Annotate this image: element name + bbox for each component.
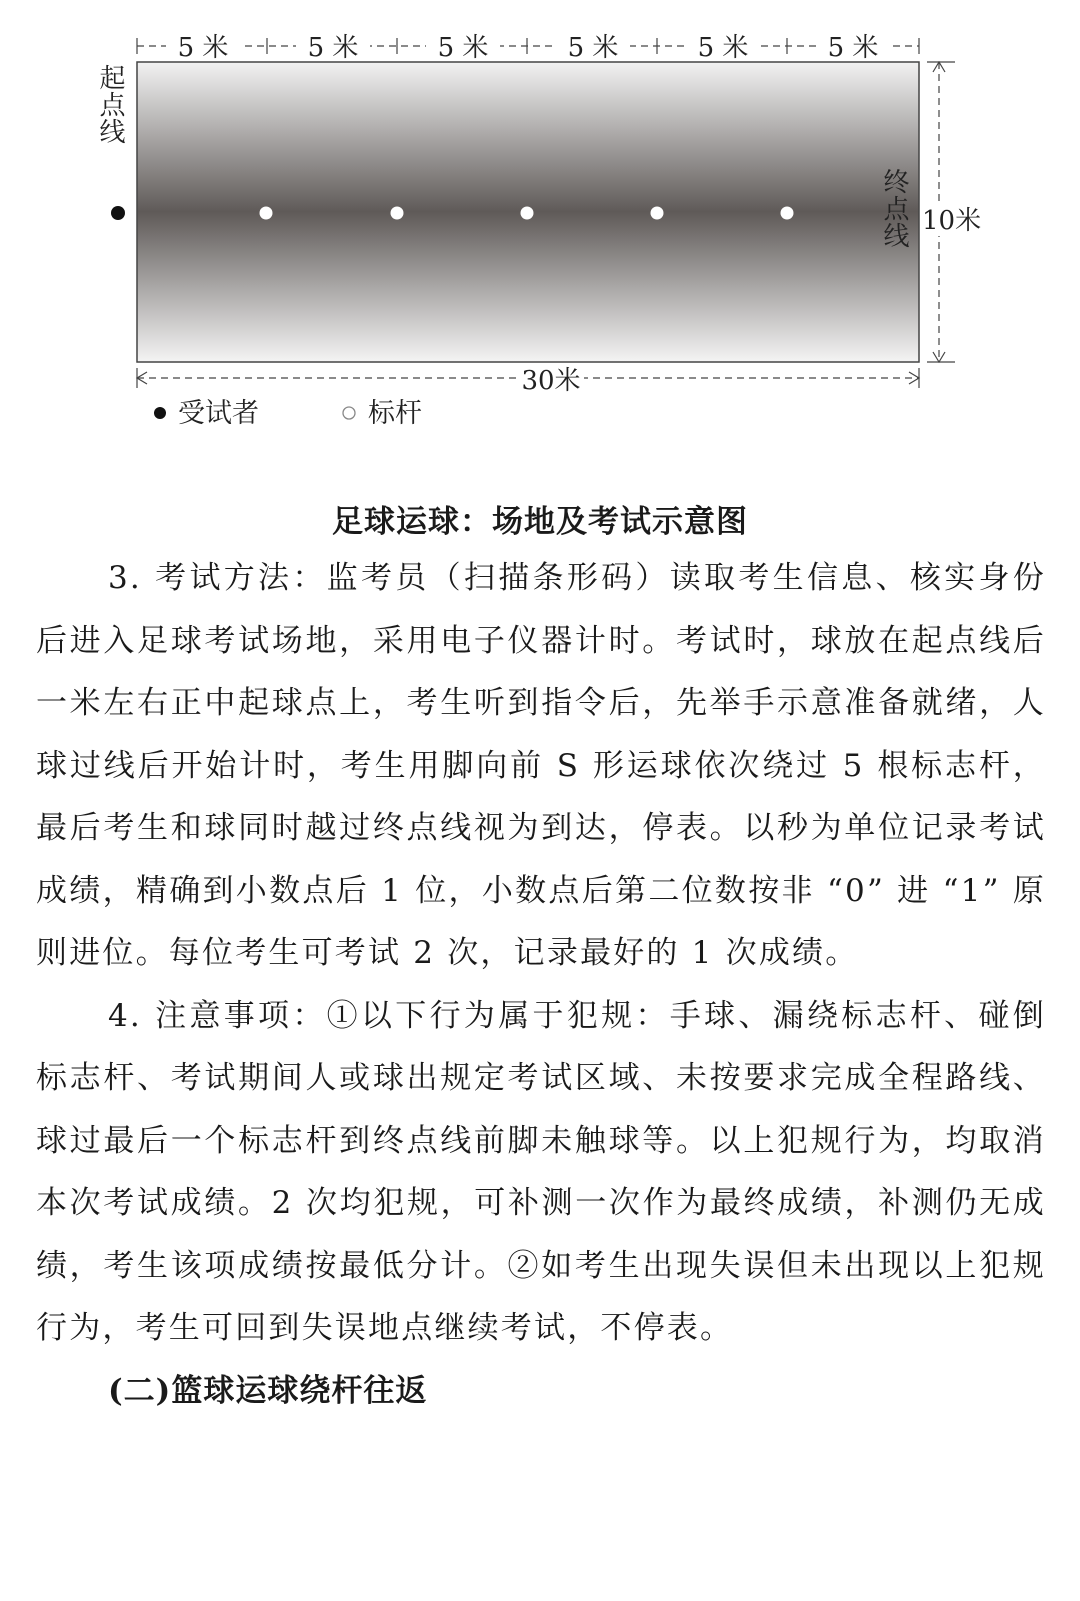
segment-label-5: 5 米 — [697, 33, 749, 63]
pole-marker-5 — [781, 207, 794, 220]
pole-marker-2 — [391, 207, 404, 220]
end-line-label: 终点线 — [879, 168, 909, 249]
examinee-marker — [111, 206, 125, 220]
document-body — [36, 547, 1046, 1422]
top-dimension — [137, 38, 919, 54]
field-diagram — [0, 0, 1080, 460]
segment-label-2: 5 米 — [307, 33, 359, 63]
segment-label-6: 5 米 — [827, 33, 879, 63]
legend-pole-icon — [343, 407, 355, 419]
pole-marker-4 — [651, 207, 664, 220]
exam-method-paragraph: 3. 考试方法：监考员（扫描条形码）读取考生信息、核实身份后进入足球考试场地，采用电子仪器计时。考试时，球放在起点线后一米左右正中起球点上，考生听到指令后，先举手示意准备就绪，人球过线后开始计时，考生用脚向前 S 形运球依次绕过 5 根标志杆，最后考生和球同时越过终点线视为到达，停表。以秒为单位记录考试成绩，精确到小数点后 1 位，小数点后第二位数按非 “0” 进 “1” 原则进位。每位考生可考试 2 次，记录最好的 1 次成绩。 — [36, 560, 1046, 971]
pole-marker-1 — [260, 207, 273, 220]
legend-examinee-icon — [154, 407, 166, 419]
segment-label-1: 5 米 — [177, 33, 229, 63]
diagram-caption: 足球运球：场地及考试示意图 — [332, 504, 748, 540]
legend-pole-label: 标杆 — [368, 398, 422, 429]
segment-label-4: 5 米 — [567, 33, 619, 63]
legend-examinee-label: 受试者 — [178, 398, 259, 429]
notes-paragraph: 4. 注意事项：①以下行为属于犯规：手球、漏绕标志杆、碰倒标志杆、考试期间人或球出规定考试区域、未按要求完成全程路线、球过最后一个标志杆到终点线前脚未触球等。以上犯规行为，均取消本次考试成绩。2 次均犯规，可补测一次作为最终成绩，补测仍无成绩，考生该项成绩按最低分计。②如考生出现失误但未出现以上犯规行为，考生可回到失误地点继续考试，不停表。 — [36, 997, 1046, 1346]
next-section-heading: (二)篮球运球绕杆往返 — [108, 1372, 428, 1409]
segment-label-3: 5 米 — [437, 33, 489, 63]
total-length-label: 30米 — [521, 366, 581, 396]
width-label: 10米 — [922, 206, 982, 236]
start-line-label: 起点线 — [95, 64, 125, 145]
pole-marker-3 — [521, 207, 534, 220]
